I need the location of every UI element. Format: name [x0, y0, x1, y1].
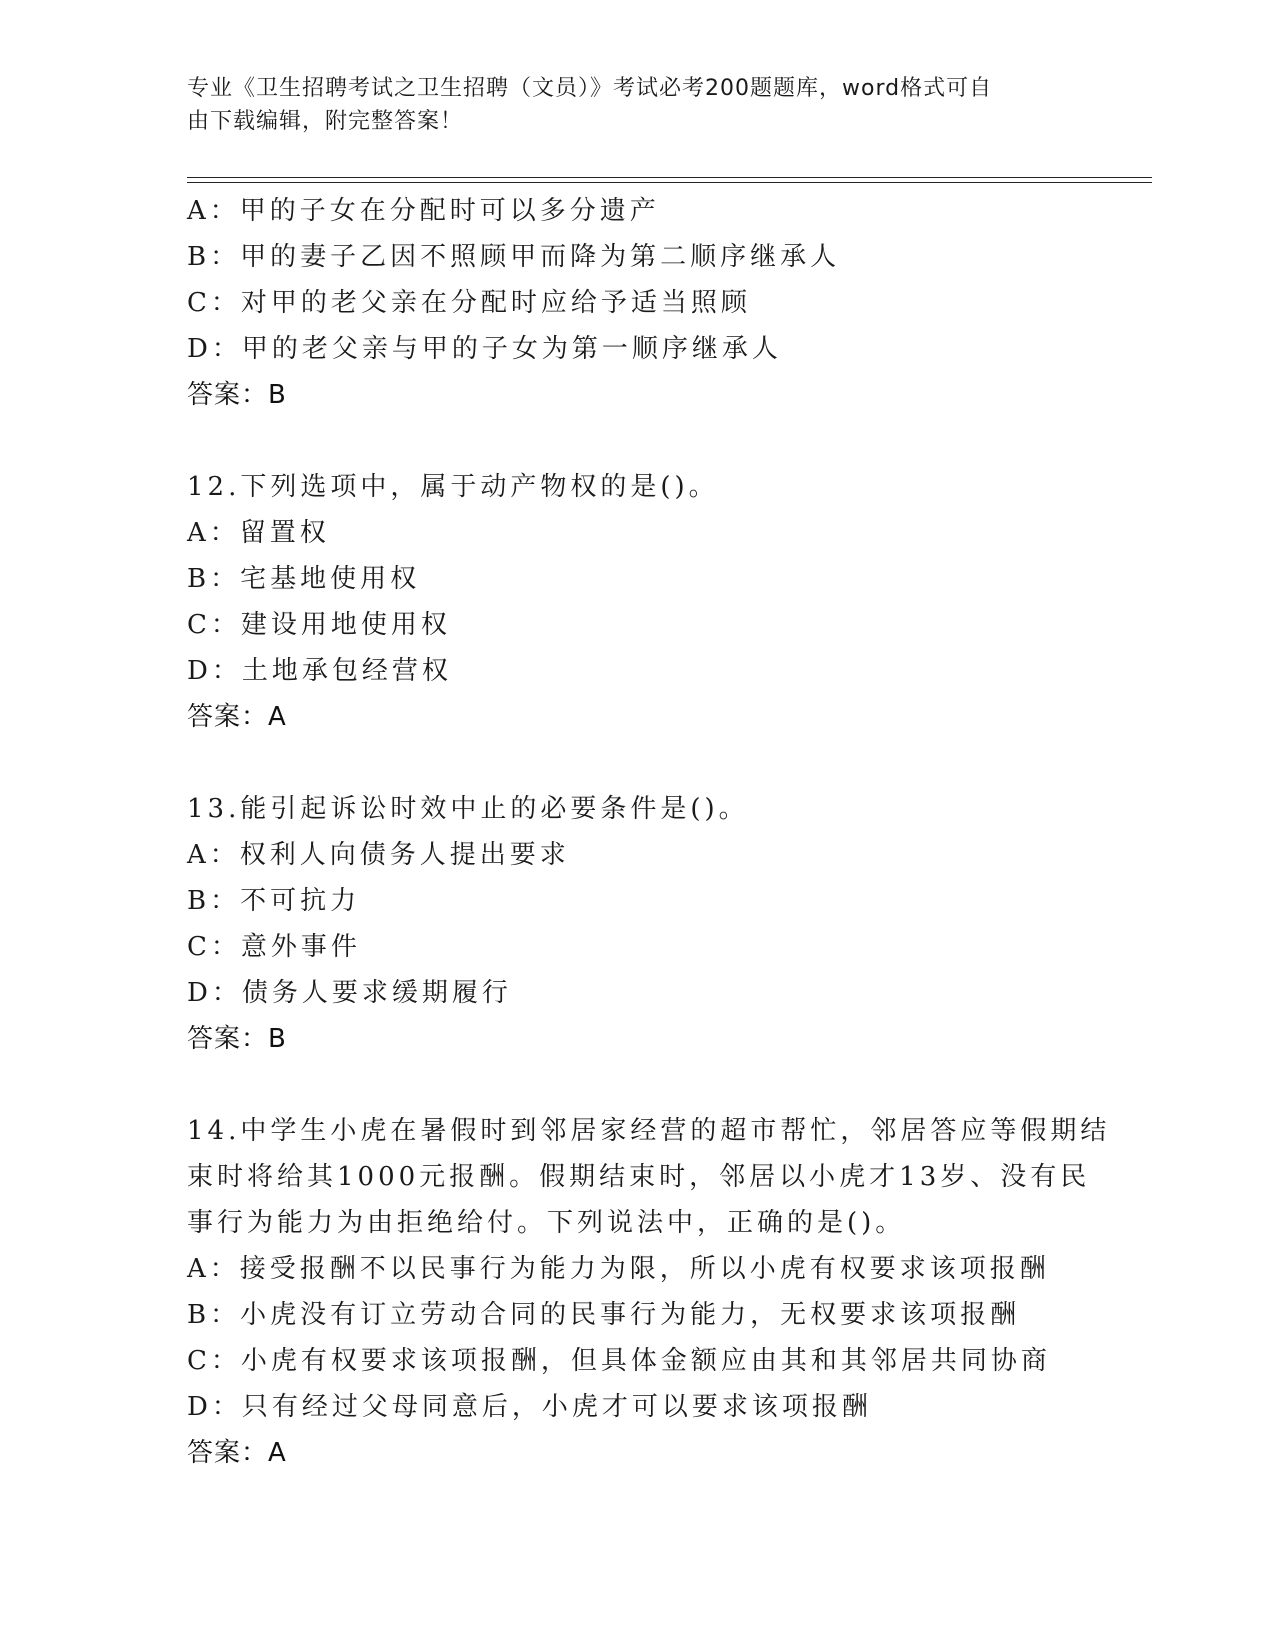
option-d: D：只有经过父母同意后，小虎才可以要求该项报酬: [187, 1392, 872, 1422]
option-c: C：建设用地使用权: [187, 610, 451, 640]
option-d: D：土地承包经营权: [187, 656, 452, 686]
option-d: D：债务人要求缓期履行: [187, 978, 512, 1008]
header-divider-bottom: [187, 182, 1152, 183]
option-b: B：不可抗力: [187, 886, 361, 916]
option-b: B：宅基地使用权: [187, 564, 421, 594]
question-list: [187, 188, 1111, 1476]
option-c: C：意外事件: [187, 932, 361, 962]
question-stem-line-1: 14.中学生小虎在暑假时到邻居家经营的超市帮忙，邻居答应等假期结: [187, 1116, 1111, 1146]
question-stem-line-3: 事行为能力为由拒绝给付。下列说法中，正确的是()。: [187, 1208, 906, 1238]
question-14: [187, 1108, 1111, 1476]
header-line-2: 由下载编辑，附完整答案！: [187, 109, 464, 134]
question-stem: 12.下列选项中，属于动产物权的是()。: [187, 472, 719, 502]
header-line-1: 专业《卫生招聘考试之卫生招聘（文员）》考试必考200题题库，word格式可自: [187, 76, 993, 101]
document-header: [187, 72, 1067, 138]
option-a: A：留置权: [187, 518, 330, 548]
question-stem-line-2: 束时将给其1000元报酬。假期结束时，邻居以小虎才13岁、没有民: [187, 1162, 1091, 1192]
question-12: [187, 464, 1087, 740]
header-divider-top: [187, 177, 1152, 178]
answer-line: 答案：B: [187, 1024, 287, 1054]
option-a: A：权利人向债务人提出要求: [187, 840, 570, 870]
answer-line: 答案：A: [187, 702, 287, 732]
option-c: C：对甲的老父亲在分配时应给予适当照顾: [187, 288, 751, 318]
answer-line: 答案：A: [187, 1438, 287, 1468]
option-b: B：甲的妻子乙因不照顾甲而降为第二顺序继承人: [187, 242, 841, 272]
question-13: [187, 786, 1087, 1062]
question-11-continued: [187, 188, 1087, 418]
option-a: A：甲的子女在分配时可以多分遗产: [187, 196, 660, 226]
answer-line: 答案：B: [187, 380, 287, 410]
option-d: D：甲的老父亲与甲的子女为第一顺序继承人: [187, 334, 782, 364]
question-stem: 13.能引起诉讼时效中止的必要条件是()。: [187, 794, 749, 824]
option-a: A：接受报酬不以民事行为能力为限，所以小虎有权要求该项报酬: [187, 1254, 1050, 1284]
option-c: C：小虎有权要求该项报酬，但具体金额应由其和其邻居共同协商: [187, 1346, 1051, 1376]
option-b: B：小虎没有订立劳动合同的民事行为能力，无权要求该项报酬: [187, 1300, 1021, 1330]
